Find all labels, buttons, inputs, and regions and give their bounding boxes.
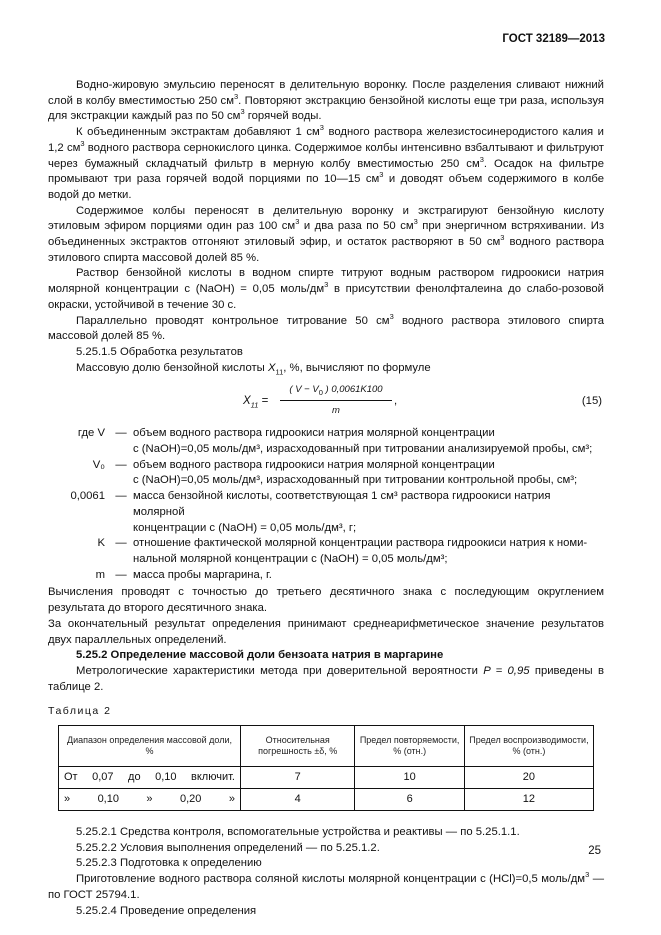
page-number: 25 [588,845,601,857]
definition-cont: нальной молярной концентрации с (NaOH) = 0,05 моль/дм³; [133,552,448,565]
table-cell: 7 [241,767,355,789]
document-header: ГОСТ 32189—2013 [502,33,605,45]
paragraph: Содержимое колбы переносят в делительную воронку и экстрагируют бензойную кислоту этиловым эфиром порциями один раз 100 $см^3$ и два раза по 50 $см^3$ при энергичном встряхивании. Из объединенных экстрактов отгоняют этиловый эфир, и остаток растворяют в 50 $см^3$ водного раствора этилового спирта массовой долей 85 %. [48,204,604,264]
table-cell: 6 [355,789,464,811]
formula-fraction [280,382,392,418]
section-heading: 5.25.1.5 Обработка результатов [76,345,243,358]
formula-comma: , [394,395,398,408]
metrology-table [58,725,594,811]
definition-item: K — отношение фактической молярной концентрации раствора гидроокиси натрия к номи- [97,537,588,550]
document-body [48,78,604,919]
definition-item: m — масса пробы маргарина, г. [95,568,272,581]
paragraph: Массовую долю бензойной кислоты $X_{11}$, %, вычисляют по формуле [76,361,431,376]
table-row [59,767,594,789]
table-cell-range: » 0,10 » 0,20 » [59,789,241,811]
definition-cont: концентрации с (NaOH) = 0,05 моль/дм³, г; [133,521,357,534]
formula-numerator: ( $V - V_0$ ) 0,0061K100 [280,382,392,401]
definition-cont: с (NaOH)=0,05 моль/дм³, израсходованный при титровании анализируемой пробы, см³; [133,443,593,456]
table-cell: 10 [355,767,464,789]
paragraph: Раствор бензойной кислоты в водном спирте титруют водным раствором гидроокиси натрия молярной концентрации с (NaOH) = 0,05 моль/$дм^3$ в присутствии фенолфталеина до слабо-розовой окраски, устойчивой в течение 30 с. [48,267,604,311]
table-cell: 12 [464,789,593,811]
definition-item: V₀ — объем водного раствора гидроокиси натрия молярной концентрации [92,458,495,471]
formula-denominator: m [332,405,340,417]
paragraph: Вычисления проводят с точностью до третьего десятичного знака с последующим округлением результата до второго десятичного знака. [48,586,604,615]
table-header: Диапазон определения массовой доли, % [59,726,241,767]
table-caption: Таблица 2 [48,705,112,718]
table-cell: 20 [464,767,593,789]
formula-15 [48,380,604,422]
definition-item: 0,0061 — масса бензойной кислоты, соответствующая 1 см³ раствора гидроокиси натрия молярной [70,490,551,518]
paragraph: К объединенным экстрактам добавляют 1 $см^3$ водного раствора железистосинеродистого калия и 1,2 $см^3$ водного раствора сернокислого цинка. Содержимое колбы интенсивно взбалтывают и фильтруют через бумажный складчатый фильтр в мерную колбу вместимостью 250 $см^3$. Осадок на фильтре промывают три раза горячей водой порциями по 10—15 $см^3$ и доводят объем содержимого в колбе водой до метки. [48,123,604,201]
section-heading: 5.25.2.4 Проведение определения [76,904,257,917]
paragraph: Параллельно проводят контрольное титрование 50 $см^3$ водного раствора этилового спирта массовой долей 85 %. [48,311,604,343]
table-header: Предел повторяемости, % (отн.) [355,726,464,767]
definition-item: где V — объем водного раствора гидроокиси натрия молярной концентрации [77,427,495,440]
definitions-list [48,426,604,583]
paragraph: Приготовление водного раствора соляной кислоты молярной концентрации с (HCl)=0,5 моль/$дм^3$ — по ГОСТ 25794.1. [48,870,604,901]
formula-lhs: $X_{11}$ = [243,395,269,410]
table-header: Относительная погрешность ±δ, % [241,726,355,767]
section-heading: 5.25.2 Определение массовой доли бензоата натрия в маргарине [76,649,444,662]
table-header: Предел воспроизводимости, % (отн.) [464,726,593,767]
paragraph: Водно-жировую эмульсию переносят в делительную воронку. После разделения сливают нижний слой в колбу вместимостью 250 $см^3$. Повторяют экстракцию бензойной кислоты еще три раза, используя для экстракции каждый раз по 50 $см^3$ горячей воды. [48,79,604,123]
table-cell: 4 [241,789,355,811]
section-heading: 5.25.2.3 Подготовка к определению [76,857,262,870]
table-cell-range: От 0,07 до 0,10 включит. [59,767,241,789]
paragraph: Метрологические характеристики метода при доверительной вероятности P = 0,95 приведены в таблице 2. [48,664,604,693]
paragraph: За окончательный результат определения принимают среднеарифметическое значение результатов двух параллельных определений. [48,617,604,646]
definition-cont: с (NaOH)=0,05 моль/дм³, израсходованный при титровании контрольной пробы, см³; [133,474,578,487]
section-heading: 5.25.2.1 Средства контроля, вспомогательные устройства и реактивы — по 5.25.1.1. [76,826,520,839]
table-row [59,789,594,811]
formula-number: (15) [581,395,602,408]
section-heading: 5.25.2.2 Условия выполнения определений — по 5.25.1.2. [76,841,380,854]
